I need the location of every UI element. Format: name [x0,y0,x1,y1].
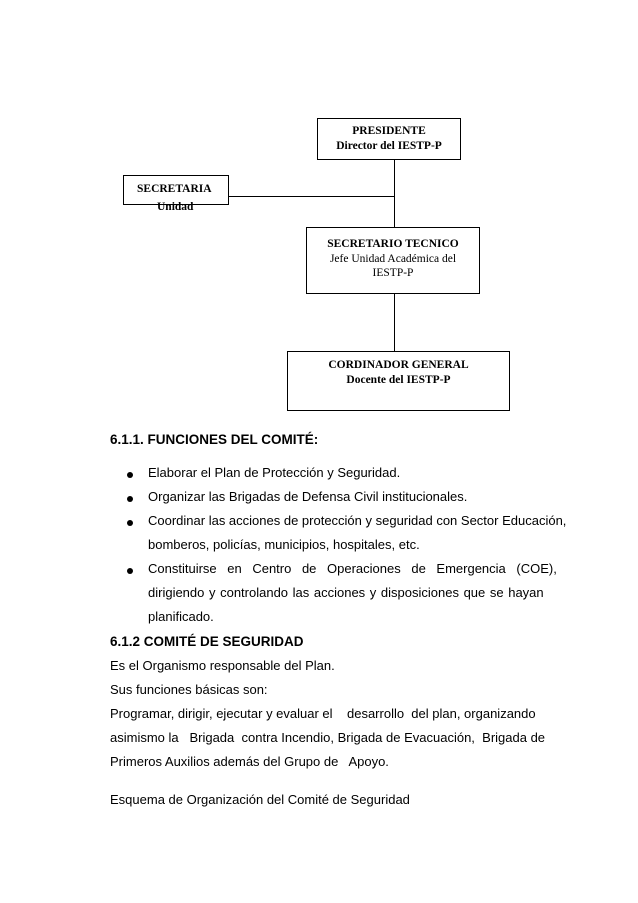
bullet-icon [127,496,133,502]
section-611-heading: 6.1.1. FUNCIONES DEL COMITÉ: [110,432,319,447]
org-box-presidente [317,118,461,160]
bullet-icon [127,520,133,526]
bullet-3-line-1: Coordinar las acciones de protección y seguridad con Sector Educación, [148,513,567,528]
paragraph-line-1: Es el Organismo responsable del Plan. [110,658,335,673]
bullet-icon [127,568,133,574]
coordinador-title: CORDINADOR GENERAL [328,359,469,371]
organization-caption: Esquema de Organización del Comité de Seguridad [110,792,410,807]
paragraph-line-3: Programar, dirigir, ejecutar y evaluar el desarrollo del plan, organizando [110,706,536,721]
presidente-subtitle: Director del IESTP-P [336,140,442,152]
secretaria-subtitle: Unidad [157,201,194,213]
connector-secretaria-horizontal [229,196,395,197]
sectec-subtitle-line1: Jefe Unidad Académica del [329,253,457,265]
presidente-title: PRESIDENTE [352,125,426,137]
sectec-title: SECRETARIO TECNICO [327,238,459,250]
bullet-4-line-1: Constituirse en Centro de Operaciones de Emergencia (COE), [148,561,557,576]
coordinador-subtitle: Docente del IESTP-P [346,374,451,386]
bullet-icon [127,472,133,478]
bullet-4-line-3: planificado. [148,609,214,624]
sectec-subtitle-line2: IESTP-P [372,267,414,279]
bullet-2-line-1: Organizar las Brigadas de Defensa Civil institucionales. [148,489,468,504]
bullet-4-line-2: dirigiendo y controlando las acciones y disposiciones que se hayan [148,585,544,600]
bullet-1-line-1: Elaborar el Plan de Protección y Seguridad. [148,465,401,480]
secretaria-title: SECRETARIA [137,183,212,195]
org-box-coordinador [287,351,510,411]
connector-sectec-vertical [394,294,395,351]
org-box-secretaria [123,175,229,213]
paragraph-line-5: Primeros Auxilios además del Grupo de Apoyo. [110,754,389,769]
paragraph-line-2: Sus funciones básicas son: [110,682,268,697]
paragraph-line-4: asimismo la Brigada contra Incendio, Brigada de Evacuación, Brigada de [110,730,546,745]
section-612-heading: 6.1.2 COMITÉ DE SEGURIDAD [110,634,304,649]
connector-president-vertical [394,160,395,227]
bullet-3-line-2: bomberos, policías, municipios, hospitales, etc. [148,537,420,552]
org-box-secretario-tecnico [306,227,480,294]
